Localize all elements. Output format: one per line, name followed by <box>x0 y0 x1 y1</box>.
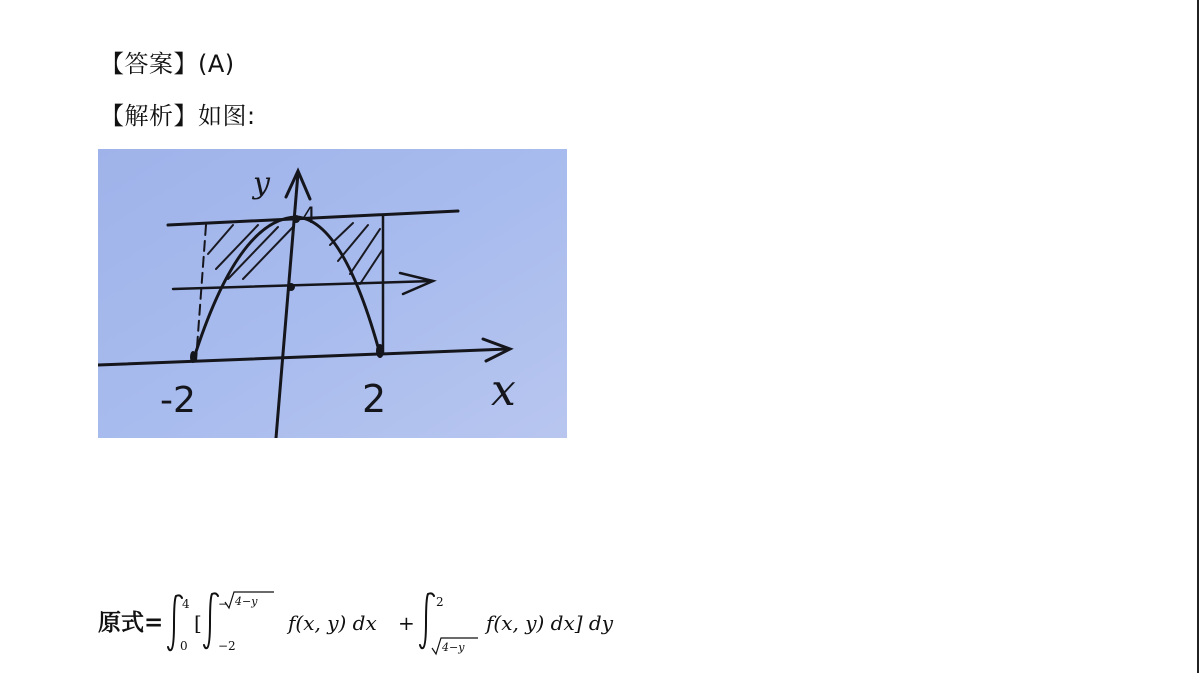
label-x: x <box>491 365 516 416</box>
second-lower-radicand: 4−y <box>442 641 465 654</box>
formula-render <box>98 588 658 658</box>
formula-prefix: 原式= <box>98 610 164 636</box>
first-upper-radicand: 4−y <box>235 595 258 608</box>
point-left <box>190 351 196 363</box>
second-upper-limit: 2 <box>436 595 444 609</box>
answer-value: (A) <box>198 50 235 78</box>
page-edge-divider <box>1197 0 1199 673</box>
answer-label: 【答案】 <box>100 50 198 78</box>
handwritten-graph-photo <box>98 149 567 438</box>
analysis-line <box>100 96 256 136</box>
point-top <box>292 215 300 223</box>
label-tick-right: 2 <box>362 377 387 421</box>
first-lower-limit: −2 <box>218 639 236 653</box>
second-integral-sign-icon <box>420 593 434 648</box>
answer-line <box>100 44 235 84</box>
second-integrand-tail: f(x, y) dx] dy <box>486 611 614 635</box>
outer-upper-limit: 4 <box>182 597 190 611</box>
first-upper-sign: − <box>218 597 229 611</box>
integral-formula <box>98 588 658 658</box>
formula-bracket-open: [ <box>194 611 202 635</box>
outer-lower-limit: 0 <box>180 639 188 653</box>
label-y: y <box>253 166 270 201</box>
formula-plus: + <box>398 611 415 635</box>
analysis-text: 如图: <box>198 102 256 130</box>
analysis-label: 【解析】 <box>100 102 198 130</box>
point-middle <box>287 283 295 291</box>
label-tick-left: -2 <box>160 380 196 421</box>
first-integrand: f(x, y) dx <box>288 611 377 635</box>
point-right <box>376 344 384 358</box>
first-integral-sign-icon <box>204 593 218 648</box>
label-tick-top: 4 <box>302 204 316 229</box>
graph-sketch <box>98 149 567 438</box>
